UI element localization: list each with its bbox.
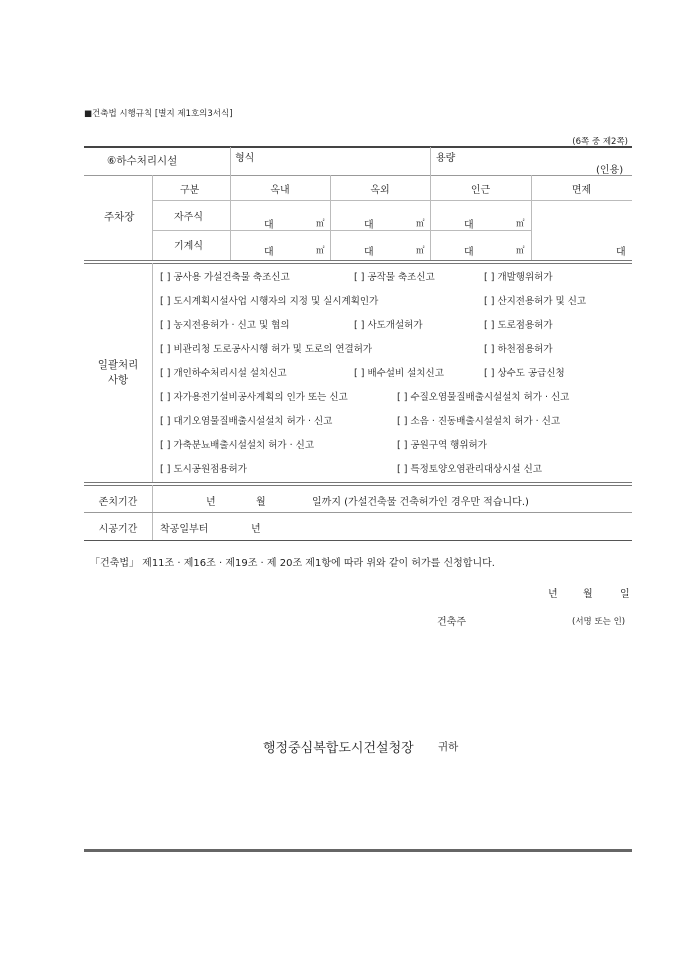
parking-cell: 대 xyxy=(464,220,474,231)
parking-cell: ㎡ xyxy=(416,246,425,256)
batch-item[interactable]: [ ] 수질오염물질배출시설설치 허가 · 신고 xyxy=(397,392,570,403)
sewage-label: ⑥하수처리시설 xyxy=(107,155,178,167)
application-statement: 「건축법」 제11조 · 제16조 · 제19조 · 제 20조 제1항에 따라 위와 같이 허가를 신청합니다. xyxy=(90,558,495,569)
divider xyxy=(430,147,431,175)
divider xyxy=(230,147,231,175)
batch-item[interactable]: [ ] 농지전용허가 · 신고 및 협의 xyxy=(160,320,290,331)
batch-item[interactable]: [ ] 비관리청 도로공사시행 허가 및 도로의 연결허가 xyxy=(160,344,373,355)
row-border xyxy=(84,175,632,176)
divider xyxy=(152,200,632,201)
parking-cell: ㎡ xyxy=(316,219,325,229)
form-title: ■건축법 시행규칙 [별지 제1호의3서식] xyxy=(84,109,233,119)
batch-item[interactable]: [ ] 산지전용허가 및 신고 xyxy=(484,296,587,307)
batch-item[interactable]: [ ] 대기오염물질배출시설설치 허가 · 신고 xyxy=(160,416,333,427)
row-border xyxy=(84,263,632,264)
page-bottom-border xyxy=(84,849,632,852)
sewage-type-label: 형식 xyxy=(235,153,255,164)
row-border xyxy=(84,482,632,483)
parking-cell-exempt: 대 xyxy=(616,247,626,258)
parking-col-header: 구분 xyxy=(180,185,200,196)
batch-item[interactable]: [ ] 상수도 공급신청 xyxy=(484,368,565,379)
batch-item[interactable]: [ ] 도시계획시설사업 시행자의 지정 및 실시계획인가 xyxy=(160,296,379,307)
parking-cell: 대 xyxy=(364,220,374,231)
batch-item[interactable]: [ ] 배수설비 설치신고 xyxy=(354,368,444,379)
table-bottom-border xyxy=(84,540,632,541)
parking-cell: 대 xyxy=(464,247,474,258)
batch-item[interactable]: [ ] 사도개설허가 xyxy=(354,320,423,331)
batch-label-line2: 사항 xyxy=(107,374,129,386)
divider xyxy=(152,263,153,482)
date-year[interactable]: 년 xyxy=(548,589,558,600)
applicant-sign[interactable]: (서명 또는 인) xyxy=(572,617,626,627)
batch-item[interactable]: [ ] 가축분뇨배출시설설치 허가 · 신고 xyxy=(160,440,315,451)
sewage-capacity-unit: (인용) xyxy=(596,165,624,176)
construction-label: 시공기간 xyxy=(98,524,138,535)
parking-row-self: 자주식 xyxy=(174,212,203,223)
batch-item[interactable]: [ ] 자가용전기설비공사계획의 인가 또는 신고 xyxy=(160,392,348,403)
divider xyxy=(152,230,531,231)
parking-col-outdoor: 옥외 xyxy=(370,185,390,196)
batch-item[interactable]: [ ] 소음 · 진동배출시설설치 허가 · 신고 xyxy=(397,416,561,427)
parking-row-mechanical: 기계식 xyxy=(174,241,203,252)
table-top-border xyxy=(84,146,632,148)
duration-label: 존치기간 xyxy=(98,497,138,508)
parking-cell: ㎡ xyxy=(516,219,525,229)
duration-month[interactable]: 월 xyxy=(256,497,266,508)
batch-item[interactable]: [ ] 개발행위허가 xyxy=(484,272,553,283)
duration-year[interactable]: 년 xyxy=(206,497,216,508)
parking-cell: ㎡ xyxy=(316,246,325,256)
batch-item[interactable]: [ ] 개인하수처리시설 설치신고 xyxy=(160,368,287,379)
row-border xyxy=(84,485,632,486)
parking-col-exempt: 면제 xyxy=(571,185,592,196)
addressee-suffix: 귀하 xyxy=(438,741,459,753)
row-border xyxy=(84,260,632,261)
batch-label-line1: 일괄처리 xyxy=(97,359,139,371)
parking-cell: ㎡ xyxy=(516,246,525,256)
batch-item[interactable]: [ ] 도시공원점용허가 xyxy=(160,464,247,475)
batch-item[interactable]: [ ] 공사용 가설건축물 축조신고 xyxy=(160,272,290,283)
parking-cell: 대 xyxy=(364,247,374,258)
parking-col-indoor: 옥내 xyxy=(270,185,290,196)
parking-cell: 대 xyxy=(264,220,274,231)
duration-until: 일까지 (가설건축물 건축허가인 경우만 적습니다.) xyxy=(312,497,529,508)
addressee-name: 행정중심복합도시건설청장 xyxy=(263,741,414,756)
parking-cell: 대 xyxy=(264,247,274,258)
page-info: (6쪽 중 제2쪽) xyxy=(572,137,628,147)
construction-from: 착공일부터 xyxy=(160,524,209,535)
parking-col-nearby: 인근 xyxy=(470,185,491,196)
parking-cell: ㎡ xyxy=(416,219,425,229)
construction-year[interactable]: 년 xyxy=(251,524,261,535)
date-day[interactable]: 일 xyxy=(620,589,630,600)
sewage-capacity-label: 용량 xyxy=(436,153,456,164)
applicant-label: 건축주 xyxy=(437,617,466,628)
batch-item[interactable]: [ ] 공작물 축조신고 xyxy=(354,272,435,283)
batch-item[interactable]: [ ] 공원구역 행위허가 xyxy=(397,440,487,451)
batch-item[interactable]: [ ] 도로점용허가 xyxy=(484,320,553,331)
row-border xyxy=(84,512,632,513)
parking-label: 주차장 xyxy=(104,211,135,223)
divider xyxy=(152,175,153,260)
batch-item[interactable]: [ ] 특정토양오염관리대상시설 신고 xyxy=(397,464,542,475)
batch-item[interactable]: [ ] 하천점용허가 xyxy=(484,344,553,355)
date-month[interactable]: 월 xyxy=(583,589,593,600)
